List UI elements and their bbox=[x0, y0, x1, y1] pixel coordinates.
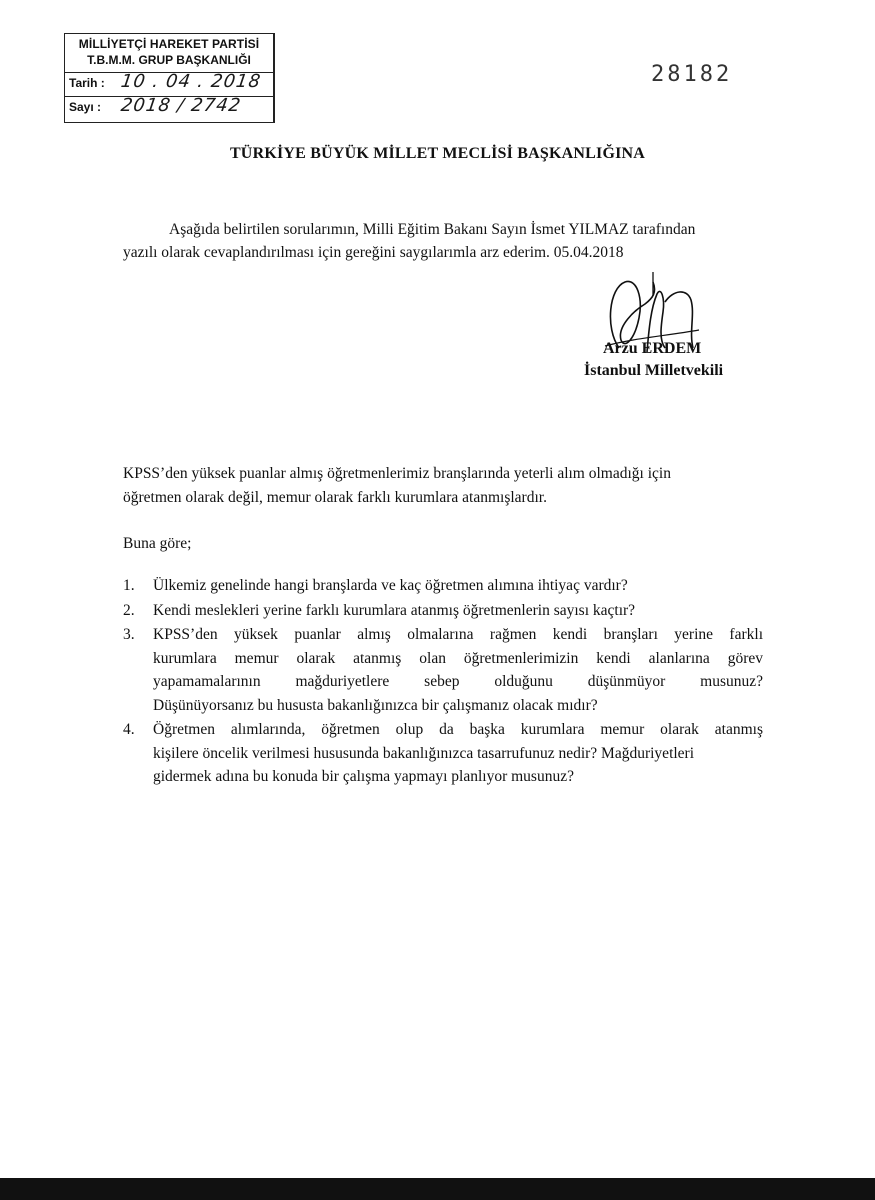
question-number: 4. bbox=[123, 721, 135, 738]
question-line: Kendi meslekleri yerine farklı kurumlara atanmış öğretmenlerin sayısı kaçtır? bbox=[153, 601, 636, 619]
party-stamp bbox=[64, 33, 275, 123]
stamp-number-row bbox=[65, 96, 273, 119]
document-number: 28182 bbox=[651, 62, 733, 87]
stamp-org-line1: MİLLİYETÇİ HAREKET PARTİSİ bbox=[78, 37, 260, 51]
question-line: Öğretmen alımlarında, öğretmen olup da başka kurumlara memur olarak atanmış bbox=[153, 721, 763, 738]
stamp-date-label: Tarih : bbox=[69, 76, 105, 90]
stamp-org-line2: T.B.M.M. GRUP BAŞKANLIĞI bbox=[87, 53, 251, 67]
question-number: 2. bbox=[123, 601, 135, 619]
question-line: KPSS’den yüksek puanlar almış olmalarına rağmen kendi branşları yerine farklı bbox=[153, 626, 763, 643]
signer-title: İstanbul Milletvekili bbox=[584, 362, 724, 379]
question-line: kişilere öncelik verilmesi hususunda bakanlığınızca tasarrufunuz nedir? Mağduriyetleri bbox=[153, 744, 695, 762]
stamp-number-value: 2018 / 2742 bbox=[119, 95, 243, 116]
question-number: 1. bbox=[123, 577, 135, 594]
intro-line-2: yazılı olarak cevaplandırılması için gereğini saygılarımla arz ederim. 05.04.2018 bbox=[123, 244, 624, 261]
body-paragraph bbox=[123, 462, 763, 510]
stamp-date-value: 10 . 04 . 2018 bbox=[119, 71, 263, 92]
intro-line-1: Aşağıda belirtilen sorularımın, Milli Eğitim Bakanı Sayın İsmet YILMAZ tarafından bbox=[169, 221, 696, 238]
question-item-1 bbox=[123, 574, 763, 598]
question-item-4 bbox=[123, 718, 763, 789]
question-list bbox=[123, 574, 763, 790]
body-line-2: öğretmen olarak değil, memur olarak farklı kurumlara atanmışlardır. bbox=[123, 489, 547, 506]
question-number: 3. bbox=[123, 626, 135, 643]
question-line: kurumlara memur olarak atanmış olan öğretmenlerimizin kendi alanlarına görev bbox=[153, 649, 763, 667]
question-line: Düşünüyorsanız bu hususta bakanlığınızca bir çalışmanız olacak mıdır? bbox=[153, 696, 598, 714]
stamp-date-row bbox=[65, 72, 273, 95]
signer-name: Arzu ERDEM bbox=[603, 340, 702, 357]
page-title: TÜRKİYE BÜYÜK MİLLET MECLİSİ BAŞKANLIĞINA bbox=[229, 145, 646, 162]
intro-paragraph bbox=[123, 218, 763, 264]
question-line: gidermek adına bu konuda bir çalışma yapmayı planlıyor musunuz? bbox=[153, 768, 574, 785]
stamp-number-label: Sayı : bbox=[69, 100, 102, 114]
buna-gore-text: Buna göre; bbox=[123, 535, 192, 552]
question-line: yapamamalarının mağduriyetlere sebep olduğunu düşünmüyor musunuz? bbox=[153, 673, 763, 690]
question-item-3 bbox=[123, 623, 763, 717]
question-line: Ülkemiz genelinde hangi branşlarda ve kaç öğretmen alımına ihtiyaç vardır? bbox=[153, 577, 628, 594]
question-item-2 bbox=[123, 599, 763, 623]
body-line-1: KPSS’den yüksek puanlar almış öğretmenlerimiz branşlarında yeterli alım olmadığı için bbox=[123, 465, 671, 482]
